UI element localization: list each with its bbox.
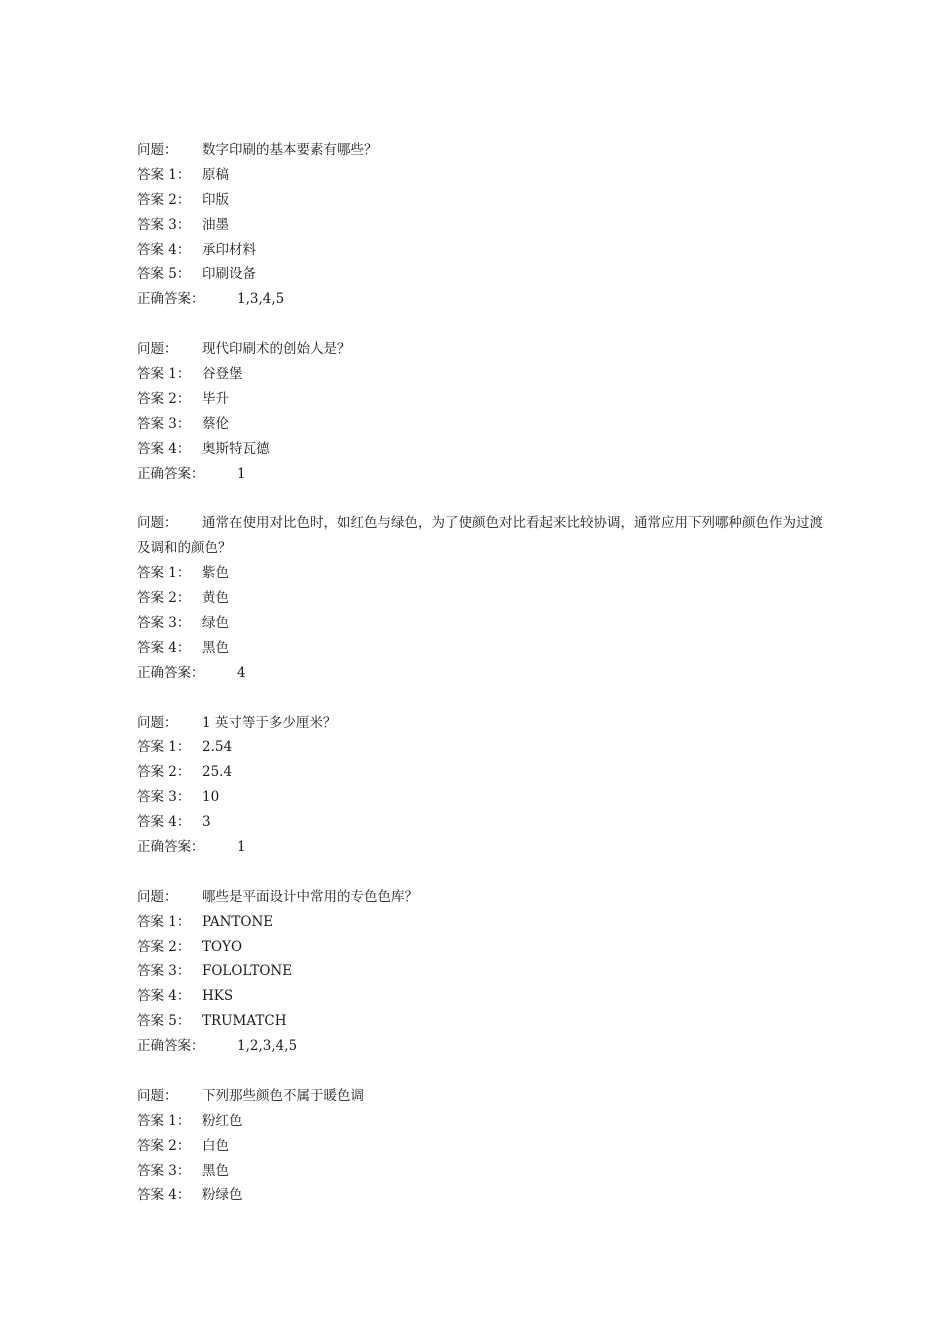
answer-option — [137, 935, 827, 960]
answer-option — [137, 1109, 827, 1134]
correct-answer-line — [137, 287, 827, 312]
answer-text: 白色 — [202, 1137, 229, 1154]
answer-option — [137, 984, 827, 1009]
answer-label: 答案 3： — [137, 216, 191, 233]
answer-text: FOLOLTONE — [202, 963, 293, 980]
answer-text: 印刷设备 — [202, 266, 256, 283]
answer-text: 承印材料 — [202, 241, 256, 258]
correct-answer-label: 正确答案： — [137, 465, 205, 482]
answer-label: 答案 4： — [137, 814, 191, 831]
answer-option — [137, 387, 827, 412]
answer-option — [137, 959, 827, 984]
answer-label: 答案 3： — [137, 789, 191, 806]
answer-label: 答案 4： — [137, 639, 191, 656]
question-text: 哪些是平面设计中常用的专色色库？ — [202, 888, 418, 905]
correct-answer-value: 1,2,3,4,5 — [237, 1038, 298, 1055]
question-line — [137, 511, 827, 561]
answer-label: 答案 3： — [137, 1162, 191, 1179]
answer-text: 紫色 — [202, 565, 229, 582]
answer-option — [137, 586, 827, 611]
answer-option — [137, 213, 827, 238]
correct-answer-label: 正确答案： — [137, 838, 205, 855]
answer-option — [137, 910, 827, 935]
answer-text: 蔡伦 — [202, 415, 229, 432]
answer-option — [137, 437, 827, 462]
question-block — [137, 337, 827, 486]
question-text: 1 英寸等于多少厘米？ — [202, 714, 337, 731]
answer-option — [137, 636, 827, 661]
correct-answer-value: 1,3,4,5 — [237, 291, 285, 308]
question-label: 问题： — [137, 1087, 178, 1104]
question-block — [137, 711, 827, 860]
answer-label: 答案 4： — [137, 988, 191, 1005]
answer-text: 25.4 — [202, 764, 233, 781]
answer-text: 绿色 — [202, 614, 229, 631]
answer-option — [137, 760, 827, 785]
answer-label: 答案 5： — [137, 1013, 191, 1030]
answer-label: 答案 1： — [137, 366, 191, 383]
answer-text: TOYO — [202, 938, 243, 955]
question-line — [137, 885, 827, 910]
question-block — [137, 138, 827, 312]
answer-option — [137, 1134, 827, 1159]
correct-answer-value: 1 — [237, 838, 246, 855]
answer-option — [137, 412, 827, 437]
answer-label: 答案 1： — [137, 739, 191, 756]
answer-option — [137, 735, 827, 760]
answer-label: 答案 1： — [137, 913, 191, 930]
correct-answer-line — [137, 835, 827, 860]
answer-label: 答案 4： — [137, 440, 191, 457]
correct-answer-label: 正确答案： — [137, 291, 205, 308]
answer-text: 黄色 — [202, 590, 229, 607]
answer-option — [137, 188, 827, 213]
question-text: 下列那些颜色不属于暖色调 — [202, 1087, 364, 1104]
answer-option — [137, 1009, 827, 1034]
answer-text: 黑色 — [202, 1162, 229, 1179]
answer-label: 答案 1： — [137, 1112, 191, 1129]
answer-label: 答案 1： — [137, 166, 191, 183]
answer-text: HKS — [202, 988, 234, 1005]
answer-text: 2.54 — [202, 739, 233, 756]
question-text: 通常在使用对比色时，如红色与绿色，为了使颜色对比看起来比较协调，通常应用下列哪种颜色作为过渡及调和的颜色？ — [137, 515, 823, 557]
answer-option — [137, 262, 827, 287]
question-label: 问题： — [137, 142, 178, 158]
answer-label: 答案 5： — [137, 266, 191, 283]
correct-answer-value: 1 — [237, 465, 246, 482]
question-document — [137, 138, 827, 1233]
answer-text: 粉绿色 — [202, 1187, 243, 1204]
question-line — [137, 138, 827, 163]
answer-label: 答案 3： — [137, 415, 191, 432]
question-block — [137, 885, 827, 1059]
answer-text: 谷登堡 — [202, 366, 243, 383]
correct-answer-line — [137, 462, 827, 487]
question-text: 数字印刷的基本要素有哪些？ — [202, 142, 378, 158]
answer-label: 答案 3： — [137, 614, 191, 631]
answer-text: 10 — [202, 789, 220, 806]
answer-label: 答案 4： — [137, 241, 191, 258]
answer-label: 答案 3： — [137, 963, 191, 980]
answer-option — [137, 163, 827, 188]
answer-text: TRUMATCH — [202, 1013, 287, 1030]
answer-text: 奥斯特瓦德 — [202, 440, 270, 457]
answer-option — [137, 1183, 827, 1208]
answer-text: 毕升 — [202, 390, 229, 407]
correct-answer-line — [137, 1034, 827, 1059]
question-line — [137, 711, 827, 736]
answer-text: PANTONE — [202, 913, 274, 930]
answer-option — [137, 611, 827, 636]
answer-label: 答案 2： — [137, 590, 191, 607]
answer-label: 答案 2： — [137, 938, 191, 955]
answer-option — [137, 362, 827, 387]
correct-answer-label: 正确答案： — [137, 1038, 205, 1055]
question-label: 问题： — [137, 714, 178, 731]
question-label: 问题： — [137, 515, 178, 532]
answer-text: 黑色 — [202, 639, 229, 656]
question-label: 问题： — [137, 341, 178, 358]
answer-option — [137, 810, 827, 835]
question-text: 现代印刷术的创始人是？ — [202, 341, 351, 358]
answer-text: 油墨 — [202, 216, 229, 233]
answer-label: 答案 4： — [137, 1187, 191, 1204]
answer-text: 粉红色 — [202, 1112, 243, 1129]
answer-text: 印版 — [202, 191, 229, 208]
answer-text: 3 — [202, 814, 211, 831]
answer-option — [137, 238, 827, 263]
answer-option — [137, 561, 827, 586]
question-line — [137, 337, 827, 362]
correct-answer-value: 4 — [237, 664, 246, 681]
question-block — [137, 1084, 827, 1208]
answer-label: 答案 2： — [137, 390, 191, 407]
answer-option — [137, 785, 827, 810]
answer-label: 答案 2： — [137, 1137, 191, 1154]
answer-option — [137, 1159, 827, 1184]
question-line — [137, 1084, 827, 1109]
question-block — [137, 511, 827, 685]
question-label: 问题： — [137, 888, 178, 905]
answer-text: 原稿 — [202, 166, 229, 183]
answer-label: 答案 2： — [137, 191, 191, 208]
answer-label: 答案 1： — [137, 565, 191, 582]
answer-label: 答案 2： — [137, 764, 191, 781]
correct-answer-line — [137, 661, 827, 686]
correct-answer-label: 正确答案： — [137, 664, 205, 681]
